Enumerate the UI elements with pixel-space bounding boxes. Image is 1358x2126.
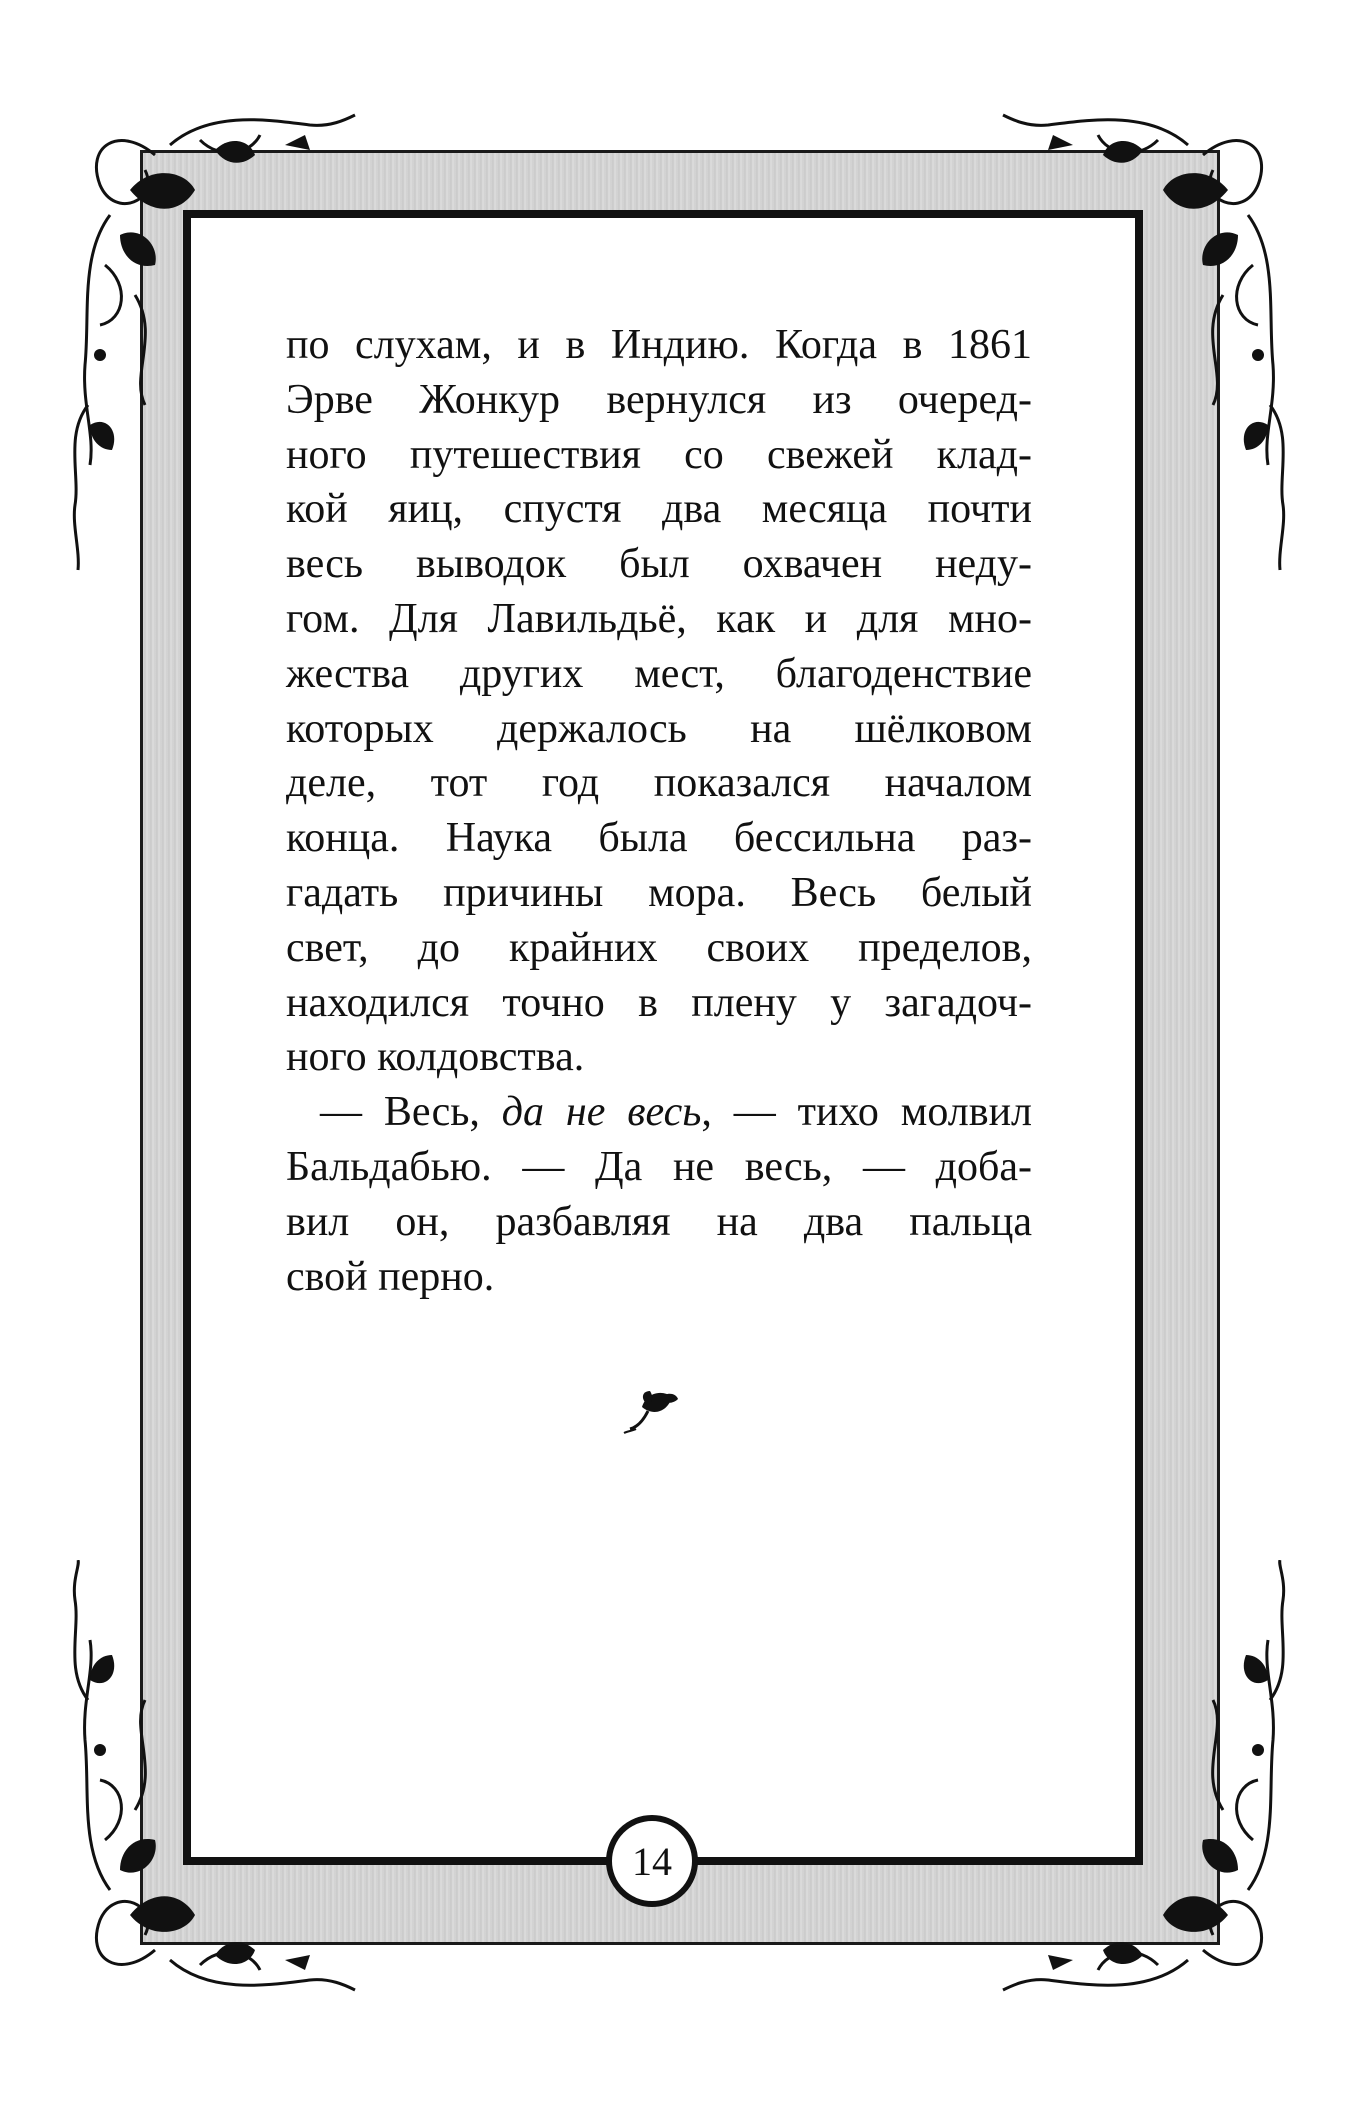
text-line: которых держалось на шёлковом (286, 705, 1032, 752)
text-line: гадать причины мора. Весь белый (286, 869, 1032, 916)
dialogue-line: вил он, разбавляя на два пальца (286, 1198, 1032, 1245)
dialogue-line: свой перно. (286, 1253, 495, 1300)
dialogue-start: — Весь, (320, 1089, 502, 1136)
text-line: Эрве Жонкур вернулся из очеред- (286, 376, 1032, 423)
dialogue-italic: да не весь (501, 1089, 702, 1136)
text-line: ного колдовства. (286, 1034, 585, 1081)
text-line: свет, до крайних своих пределов, (286, 924, 1032, 971)
body-text (286, 318, 1032, 1304)
text-line: весь выводок был охвачен неду- (286, 541, 1032, 588)
text-line: гом. Для Лавильдьё, как и для мно- (286, 595, 1032, 642)
text-line: ного путешествия со свежей клад- (286, 431, 1032, 478)
dialogue-line (286, 1085, 1032, 1140)
text-line: конца. Наука была бессильна раз- (286, 815, 1032, 862)
dialogue-end: , — тихо молвил (701, 1089, 1032, 1136)
text-line: находился точно в плену у загадоч- (286, 979, 1032, 1026)
text-line: жества других мест, благоденствие (286, 650, 1032, 697)
dialogue-line: Бальдабью. — Да не весь, — доба- (286, 1143, 1032, 1190)
text-line: кой яиц, спустя два месяца почти (286, 486, 1032, 533)
text-line: деле, тот год показался началом (286, 760, 1032, 807)
text-line: по слухам, и в Индию. Когда в 1861 (286, 322, 1032, 368)
page-number (606, 1815, 698, 1907)
page-number-label: 14 (632, 1838, 672, 1884)
leaf-ornament-icon (622, 1385, 686, 1439)
